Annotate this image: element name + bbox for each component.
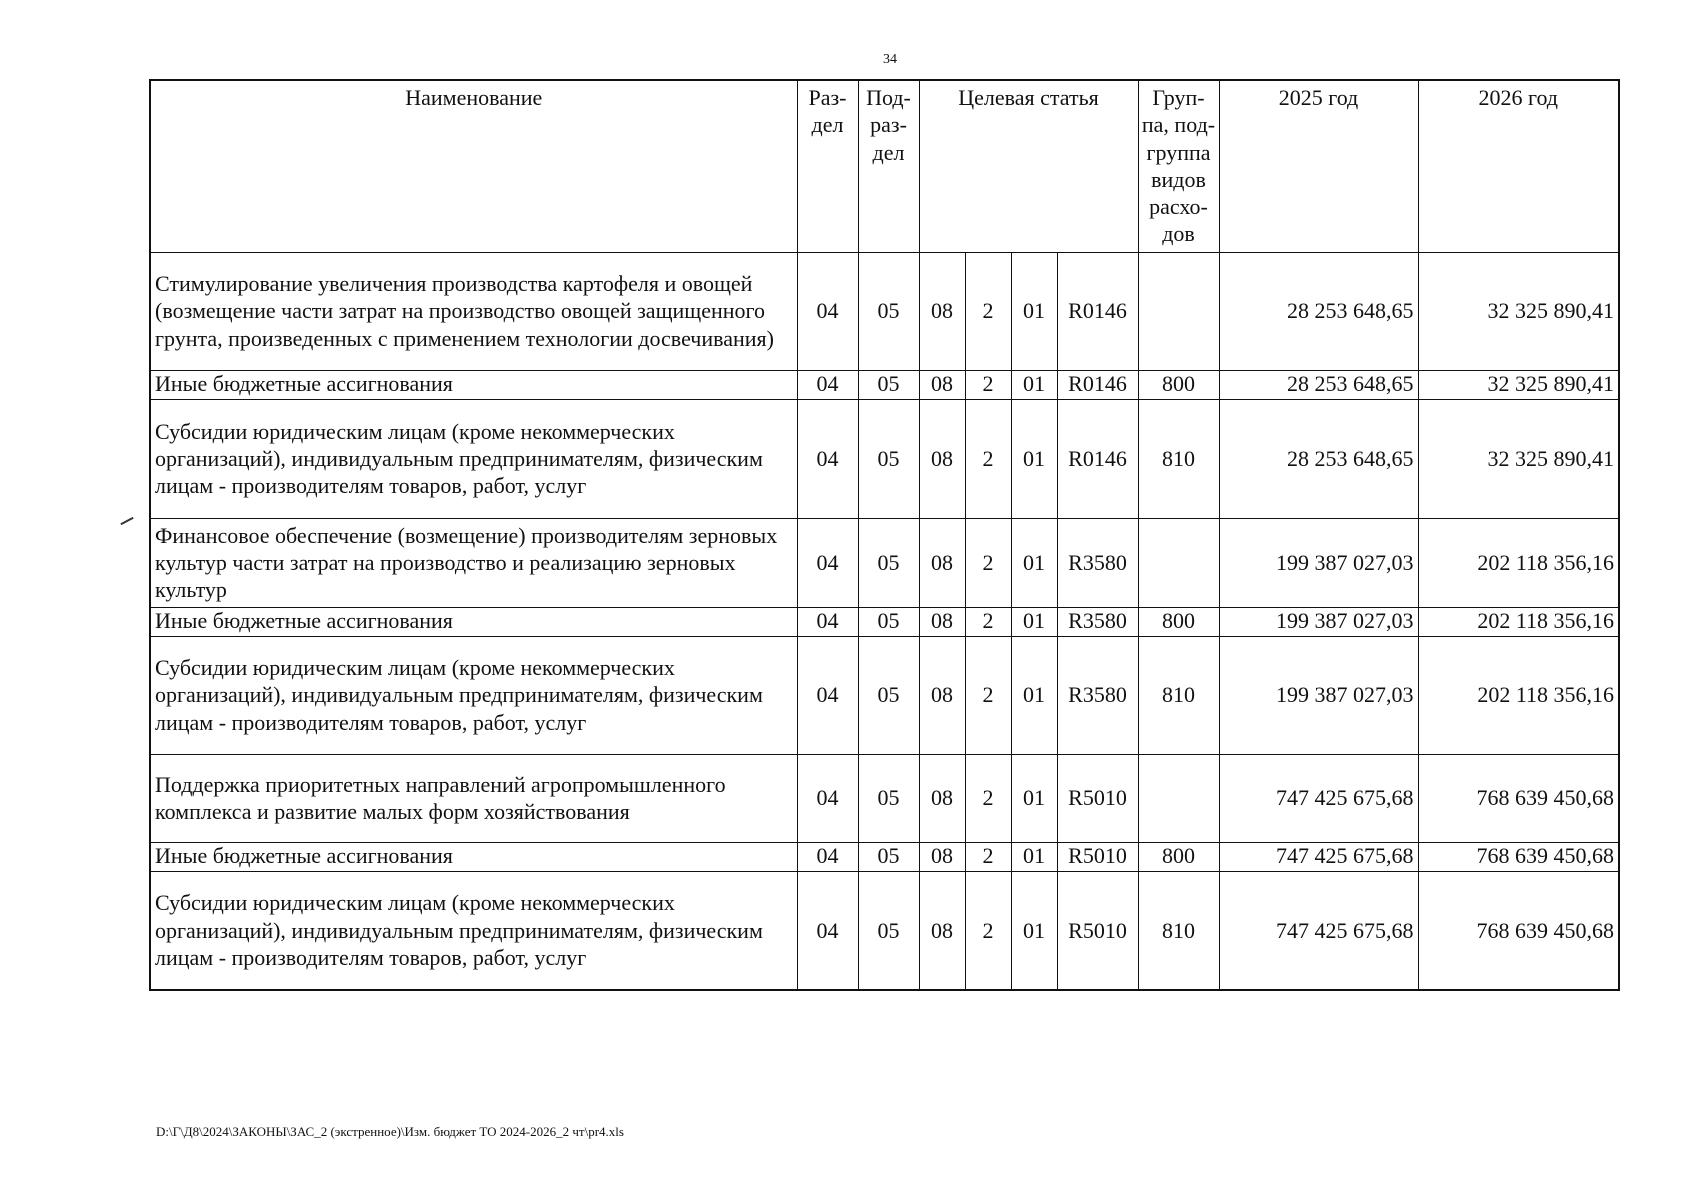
- row-target-part-1: 08: [919, 518, 965, 607]
- table-row: [150, 399, 1619, 518]
- row-name: Субсидии юридическим лицам (кроме некоммерческих организаций), индивидуальным предпринимателям, физическим лицам - производителям товаров, работ, услуг: [150, 871, 797, 990]
- row-target-part-4: R3580: [1057, 607, 1138, 636]
- row-target-part-2: 2: [965, 399, 1011, 518]
- row-target-part-3: 01: [1011, 636, 1057, 754]
- row-amount-2025: 28 253 648,65: [1219, 370, 1418, 399]
- row-amount-2026: 202 118 356,16: [1418, 518, 1619, 607]
- row-target-part-1: 08: [919, 399, 965, 518]
- row-amount-2025: 28 253 648,65: [1219, 399, 1418, 518]
- page-number: 34: [883, 52, 897, 67]
- row-target-part-1: 08: [919, 871, 965, 990]
- row-target-part-2: 2: [965, 252, 1011, 370]
- row-subsection: 05: [858, 252, 919, 370]
- row-target-part-4: R0146: [1057, 399, 1138, 518]
- row-name: Субсидии юридическим лицам (кроме некоммерческих организаций), индивидуальным предпринимателям, физическим лицам - производителям товаров, работ, услуг: [150, 399, 797, 518]
- row-amount-2026: 32 325 890,41: [1418, 370, 1619, 399]
- row-amount-2026: 768 639 450,68: [1418, 871, 1619, 990]
- row-target-part-4: R3580: [1057, 518, 1138, 607]
- row-name: Поддержка приоритетных направлений агропромышленного комплекса и развитие малых форм хозяйствования: [150, 754, 797, 842]
- row-target-part-3: 01: [1011, 842, 1057, 871]
- table-header-row: [150, 80, 1619, 252]
- row-amount-2026: 202 118 356,16: [1418, 636, 1619, 754]
- row-target-part-2: 2: [965, 370, 1011, 399]
- row-expense-group: [1138, 518, 1219, 607]
- row-expense-group: 800: [1138, 370, 1219, 399]
- row-section: 04: [797, 399, 858, 518]
- row-section: 04: [797, 607, 858, 636]
- row-amount-2025: 199 387 027,03: [1219, 518, 1418, 607]
- header-name: Наименование: [150, 80, 797, 252]
- header-expense-group: Груп-па, под-группа видов расхо-дов: [1138, 80, 1219, 252]
- row-amount-2025: 747 425 675,68: [1219, 842, 1418, 871]
- table-row: [150, 754, 1619, 842]
- row-subsection: 05: [858, 370, 919, 399]
- table-row: [150, 607, 1619, 636]
- row-target-part-3: 01: [1011, 607, 1057, 636]
- row-section: 04: [797, 754, 858, 842]
- table-row: [150, 842, 1619, 871]
- row-amount-2025: 747 425 675,68: [1219, 754, 1418, 842]
- row-subsection: 05: [858, 754, 919, 842]
- table-row: [150, 636, 1619, 754]
- header-section: Раз-дел: [797, 80, 858, 252]
- row-section: 04: [797, 842, 858, 871]
- row-subsection: 05: [858, 842, 919, 871]
- row-amount-2025: 747 425 675,68: [1219, 871, 1418, 990]
- row-target-part-1: 08: [919, 636, 965, 754]
- row-name: Финансовое обеспечение (возмещение) производителям зерновых культур части затрат на производство и реализацию зерновых культур: [150, 518, 797, 607]
- row-section: 04: [797, 370, 858, 399]
- row-target-part-1: 08: [919, 842, 965, 871]
- row-expense-group: [1138, 252, 1219, 370]
- table-row: [150, 370, 1619, 399]
- table-row: [150, 518, 1619, 607]
- row-name: Субсидии юридическим лицам (кроме некоммерческих организаций), индивидуальным предпринимателям, физическим лицам - производителям товаров, работ, услуг: [150, 636, 797, 754]
- budget-table: [149, 79, 1620, 991]
- row-subsection: 05: [858, 518, 919, 607]
- row-expense-group: 800: [1138, 842, 1219, 871]
- table-row: [150, 252, 1619, 370]
- table-row: [150, 871, 1619, 990]
- header-subsection: Под-раз-дел: [858, 80, 919, 252]
- stray-pen-mark: [120, 517, 133, 525]
- row-target-part-2: 2: [965, 636, 1011, 754]
- row-name: Иные бюджетные ассигнования: [150, 842, 797, 871]
- row-amount-2026: 32 325 890,41: [1418, 399, 1619, 518]
- row-target-part-1: 08: [919, 607, 965, 636]
- row-name: Иные бюджетные ассигнования: [150, 607, 797, 636]
- row-target-part-3: 01: [1011, 754, 1057, 842]
- footer-file-path: D:\Г\Д8\2024\ЗАКОНЫ\ЗАС_2 (экстренное)\Изм. бюджет ТО 2024-2026_2 чт\pr4.xls: [156, 1124, 624, 1139]
- row-target-part-3: 01: [1011, 370, 1057, 399]
- row-target-part-4: R0146: [1057, 370, 1138, 399]
- row-target-part-3: 01: [1011, 518, 1057, 607]
- row-expense-group: 800: [1138, 607, 1219, 636]
- row-expense-group: [1138, 754, 1219, 842]
- row-section: 04: [797, 252, 858, 370]
- row-section: 04: [797, 636, 858, 754]
- row-amount-2025: 199 387 027,03: [1219, 607, 1418, 636]
- row-target-part-1: 08: [919, 754, 965, 842]
- row-target-part-3: 01: [1011, 871, 1057, 990]
- row-amount-2026: 32 325 890,41: [1418, 252, 1619, 370]
- row-target-part-2: 2: [965, 842, 1011, 871]
- row-subsection: 05: [858, 871, 919, 990]
- row-target-part-3: 01: [1011, 399, 1057, 518]
- row-subsection: 05: [858, 399, 919, 518]
- row-expense-group: 810: [1138, 399, 1219, 518]
- row-target-part-1: 08: [919, 370, 965, 399]
- row-subsection: 05: [858, 636, 919, 754]
- row-section: 04: [797, 871, 858, 990]
- row-amount-2025: 199 387 027,03: [1219, 636, 1418, 754]
- row-target-part-2: 2: [965, 754, 1011, 842]
- row-expense-group: 810: [1138, 636, 1219, 754]
- row-target-part-2: 2: [965, 607, 1011, 636]
- row-name: Иные бюджетные ассигнования: [150, 370, 797, 399]
- header-year-2026: 2026 год: [1418, 80, 1619, 252]
- row-subsection: 05: [858, 607, 919, 636]
- row-target-part-3: 01: [1011, 252, 1057, 370]
- row-target-part-4: R5010: [1057, 842, 1138, 871]
- header-target-article: Целевая статья: [919, 80, 1138, 252]
- row-target-part-1: 08: [919, 252, 965, 370]
- row-target-part-2: 2: [965, 518, 1011, 607]
- row-target-part-4: R5010: [1057, 871, 1138, 990]
- header-year-2025: 2025 год: [1219, 80, 1418, 252]
- row-target-part-4: R5010: [1057, 754, 1138, 842]
- row-amount-2026: 202 118 356,16: [1418, 607, 1619, 636]
- row-amount-2026: 768 639 450,68: [1418, 754, 1619, 842]
- row-target-part-4: R3580: [1057, 636, 1138, 754]
- row-amount-2026: 768 639 450,68: [1418, 842, 1619, 871]
- row-amount-2025: 28 253 648,65: [1219, 252, 1418, 370]
- row-target-part-2: 2: [965, 871, 1011, 990]
- row-expense-group: 810: [1138, 871, 1219, 990]
- row-name: Стимулирование увеличения производства картофеля и овощей (возмещение части затрат на производство овощей защищенного грунта, произведенных с применением технологии досвечивания): [150, 252, 797, 370]
- row-section: 04: [797, 518, 858, 607]
- row-target-part-4: R0146: [1057, 252, 1138, 370]
